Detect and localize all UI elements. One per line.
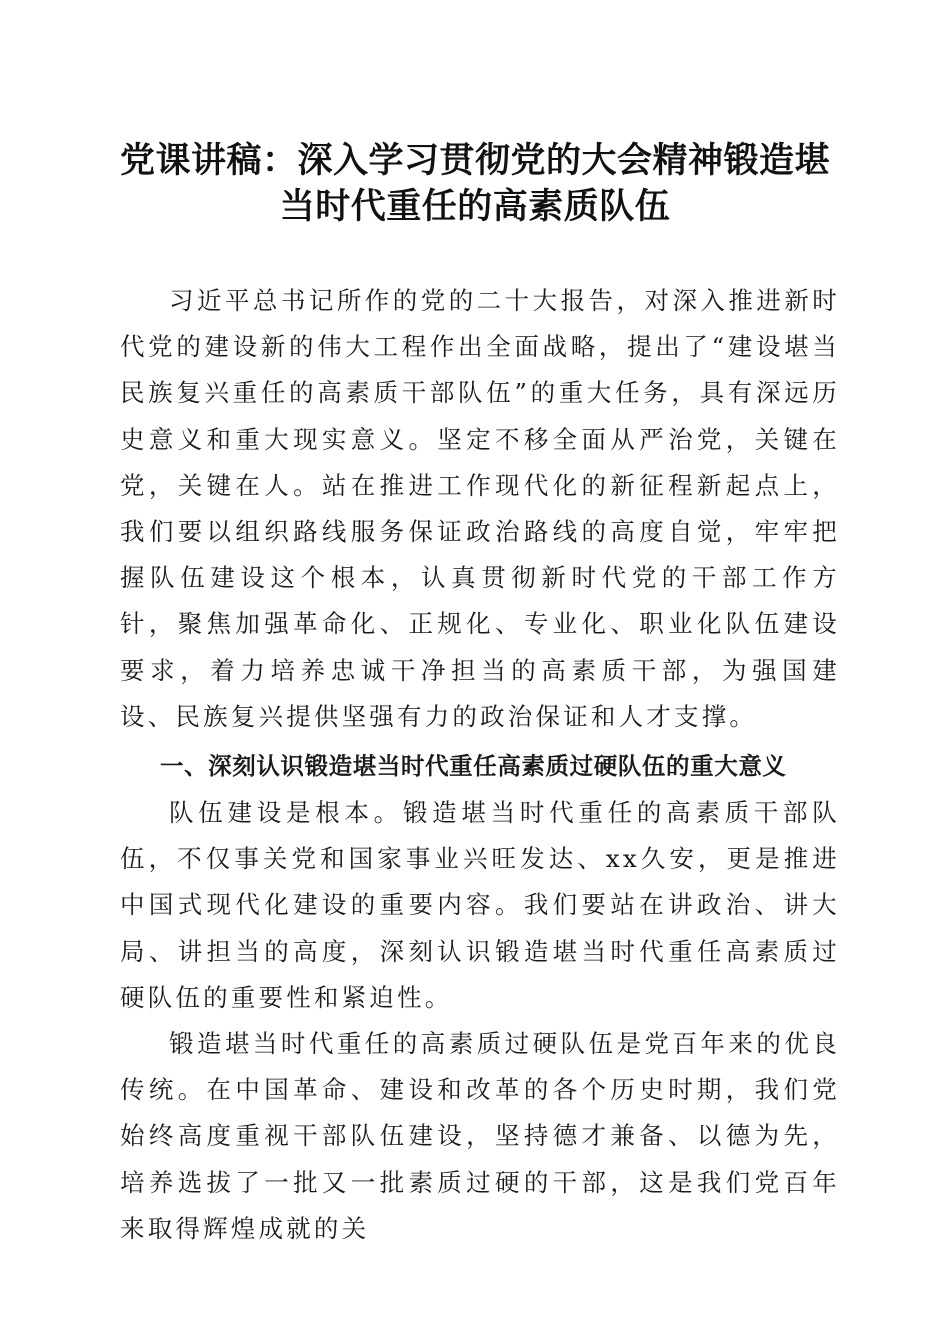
body-paragraph: 队伍建设是根本。锻造堪当时代重任的高素质干部队伍，不仅事关党和国家事业兴旺发达、xx久安，更是推进中国式现代化建设的重要内容。我们要站在讲政治、讲大局、讲担当的高度，深刻认识锻造堪当时代重任高素质过硬队伍的重要性和紧迫性。 — [120, 798, 840, 1012]
title-line-2: 当时代重任的高素质队伍 — [279, 186, 671, 227]
section-heading-1: 一、深刻认识锻造堪当时代重任高素质过硬队伍的重大意义 — [159, 752, 787, 781]
intro-paragraph: 习近平总书记所作的党的二十大报告，对深入推进新时代党的建设新的伟大工程作出全面战略，提出了“建设堪当民族复兴重任的高素质干部队伍”的重大任务，具有深远历史意义和重大现实意义。坚定不移全面从严治党，关键在党，关键在人。站在推进工作现代化的新征程新起点上，我们要以组织路线服务保证政治路线的高度自觉，牢牢把握队伍建设这个根本，认真贯彻新时代党的干部工作方针，聚焦加强革命化、正规化、专业化、职业化队伍建设要求，着力培养忠诚干净担当的高素质干部，为强国建设、民族复兴提供坚强有力的政治保证和人才支撑。 — [120, 286, 840, 731]
body-paragraph: 锻造堪当时代重任的高素质过硬队伍是党百年来的优良传统。在中国革命、建设和改革的各个历史时期，我们党始终高度重视干部队伍建设，坚持德才兼备、以德为先，培养选拔了一批又一批素质过硬的干部，这是我们党百年来取得辉煌成就的关 — [120, 1029, 840, 1243]
document-body — [120, 278, 840, 1252]
document-title — [100, 138, 850, 230]
title-line-1: 党课讲稿：深入学习贯彻党的大会精神锻造堪 — [119, 140, 830, 181]
